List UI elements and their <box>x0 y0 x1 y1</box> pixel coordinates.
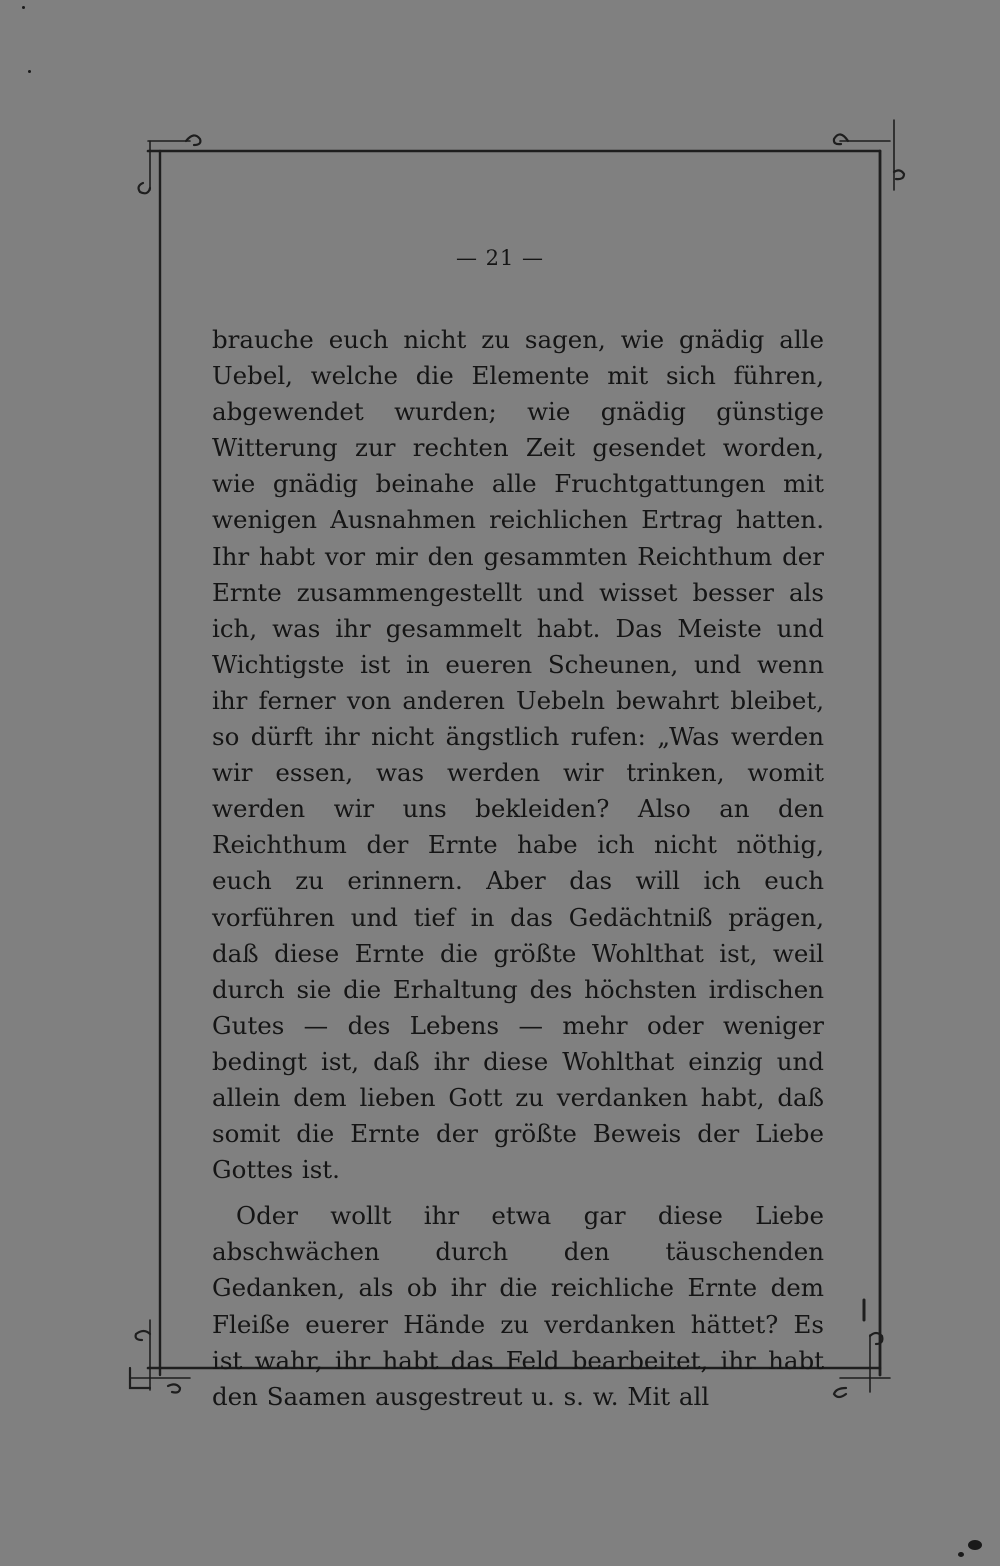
paragraph: brauche euch nicht zu sagen, wie gnädig alle Uebel, welche die Elemente mit sich führen, abgewendet wurden; wie gnädig günstige Witterung zur rechten Zeit gesendet worden, wie gnädig beinahe alle Fruchtgattungen mit wenigen Ausnahmen reichlichen Ertrag hatten. Ihr habt vor mir den gesammten Reichthum der Ernte zusammengestellt und wisset besser als ich, was ihr gesammelt habt. Das Meiste und Wichtigste ist in eueren Scheunen, und wenn ihr ferner von anderen Uebeln bewahrt bleibet, so dürft ihr nicht ängstlich rufen: „Was werden wir essen, was werden wir trinken, womit werden wir uns bekleiden? Also an den Reichthum der Ernte habe ich nicht nöthig, euch zu erinnern. Aber das will ich euch vorführen und tief in das Gedächtniß prägen, daß diese Ernte die größte Wohlthat ist, weil durch sie die Erhaltung des höchsten irdischen Gutes — des Lebens — mehr oder weniger bedingt ist, daß ihr diese Wohlthat einzig und allein dem lieben Gott zu verdanken habt, daß somit die Ernte der größte Beweis der Liebe Gottes ist. <box>212 325 824 1185</box>
ink-speck <box>968 1540 982 1550</box>
ink-speck <box>958 1552 964 1557</box>
paragraph: Oder wollt ihr etwa gar diese Liebe abschwächen durch den täuschenden Gedanken, als ob ihr die reichliche Ernte dem Fleiße euerer Hände zu verdanken hättet? Es ist wahr, ihr habt das Feld bearbeitet, ihr habt den Saamen ausgestreut u. s. w. Mit all <box>212 1201 824 1411</box>
ink-speck <box>28 70 31 73</box>
body-text <box>212 322 824 1415</box>
page-number: — 21 — <box>455 246 545 270</box>
ink-speck <box>22 6 25 9</box>
